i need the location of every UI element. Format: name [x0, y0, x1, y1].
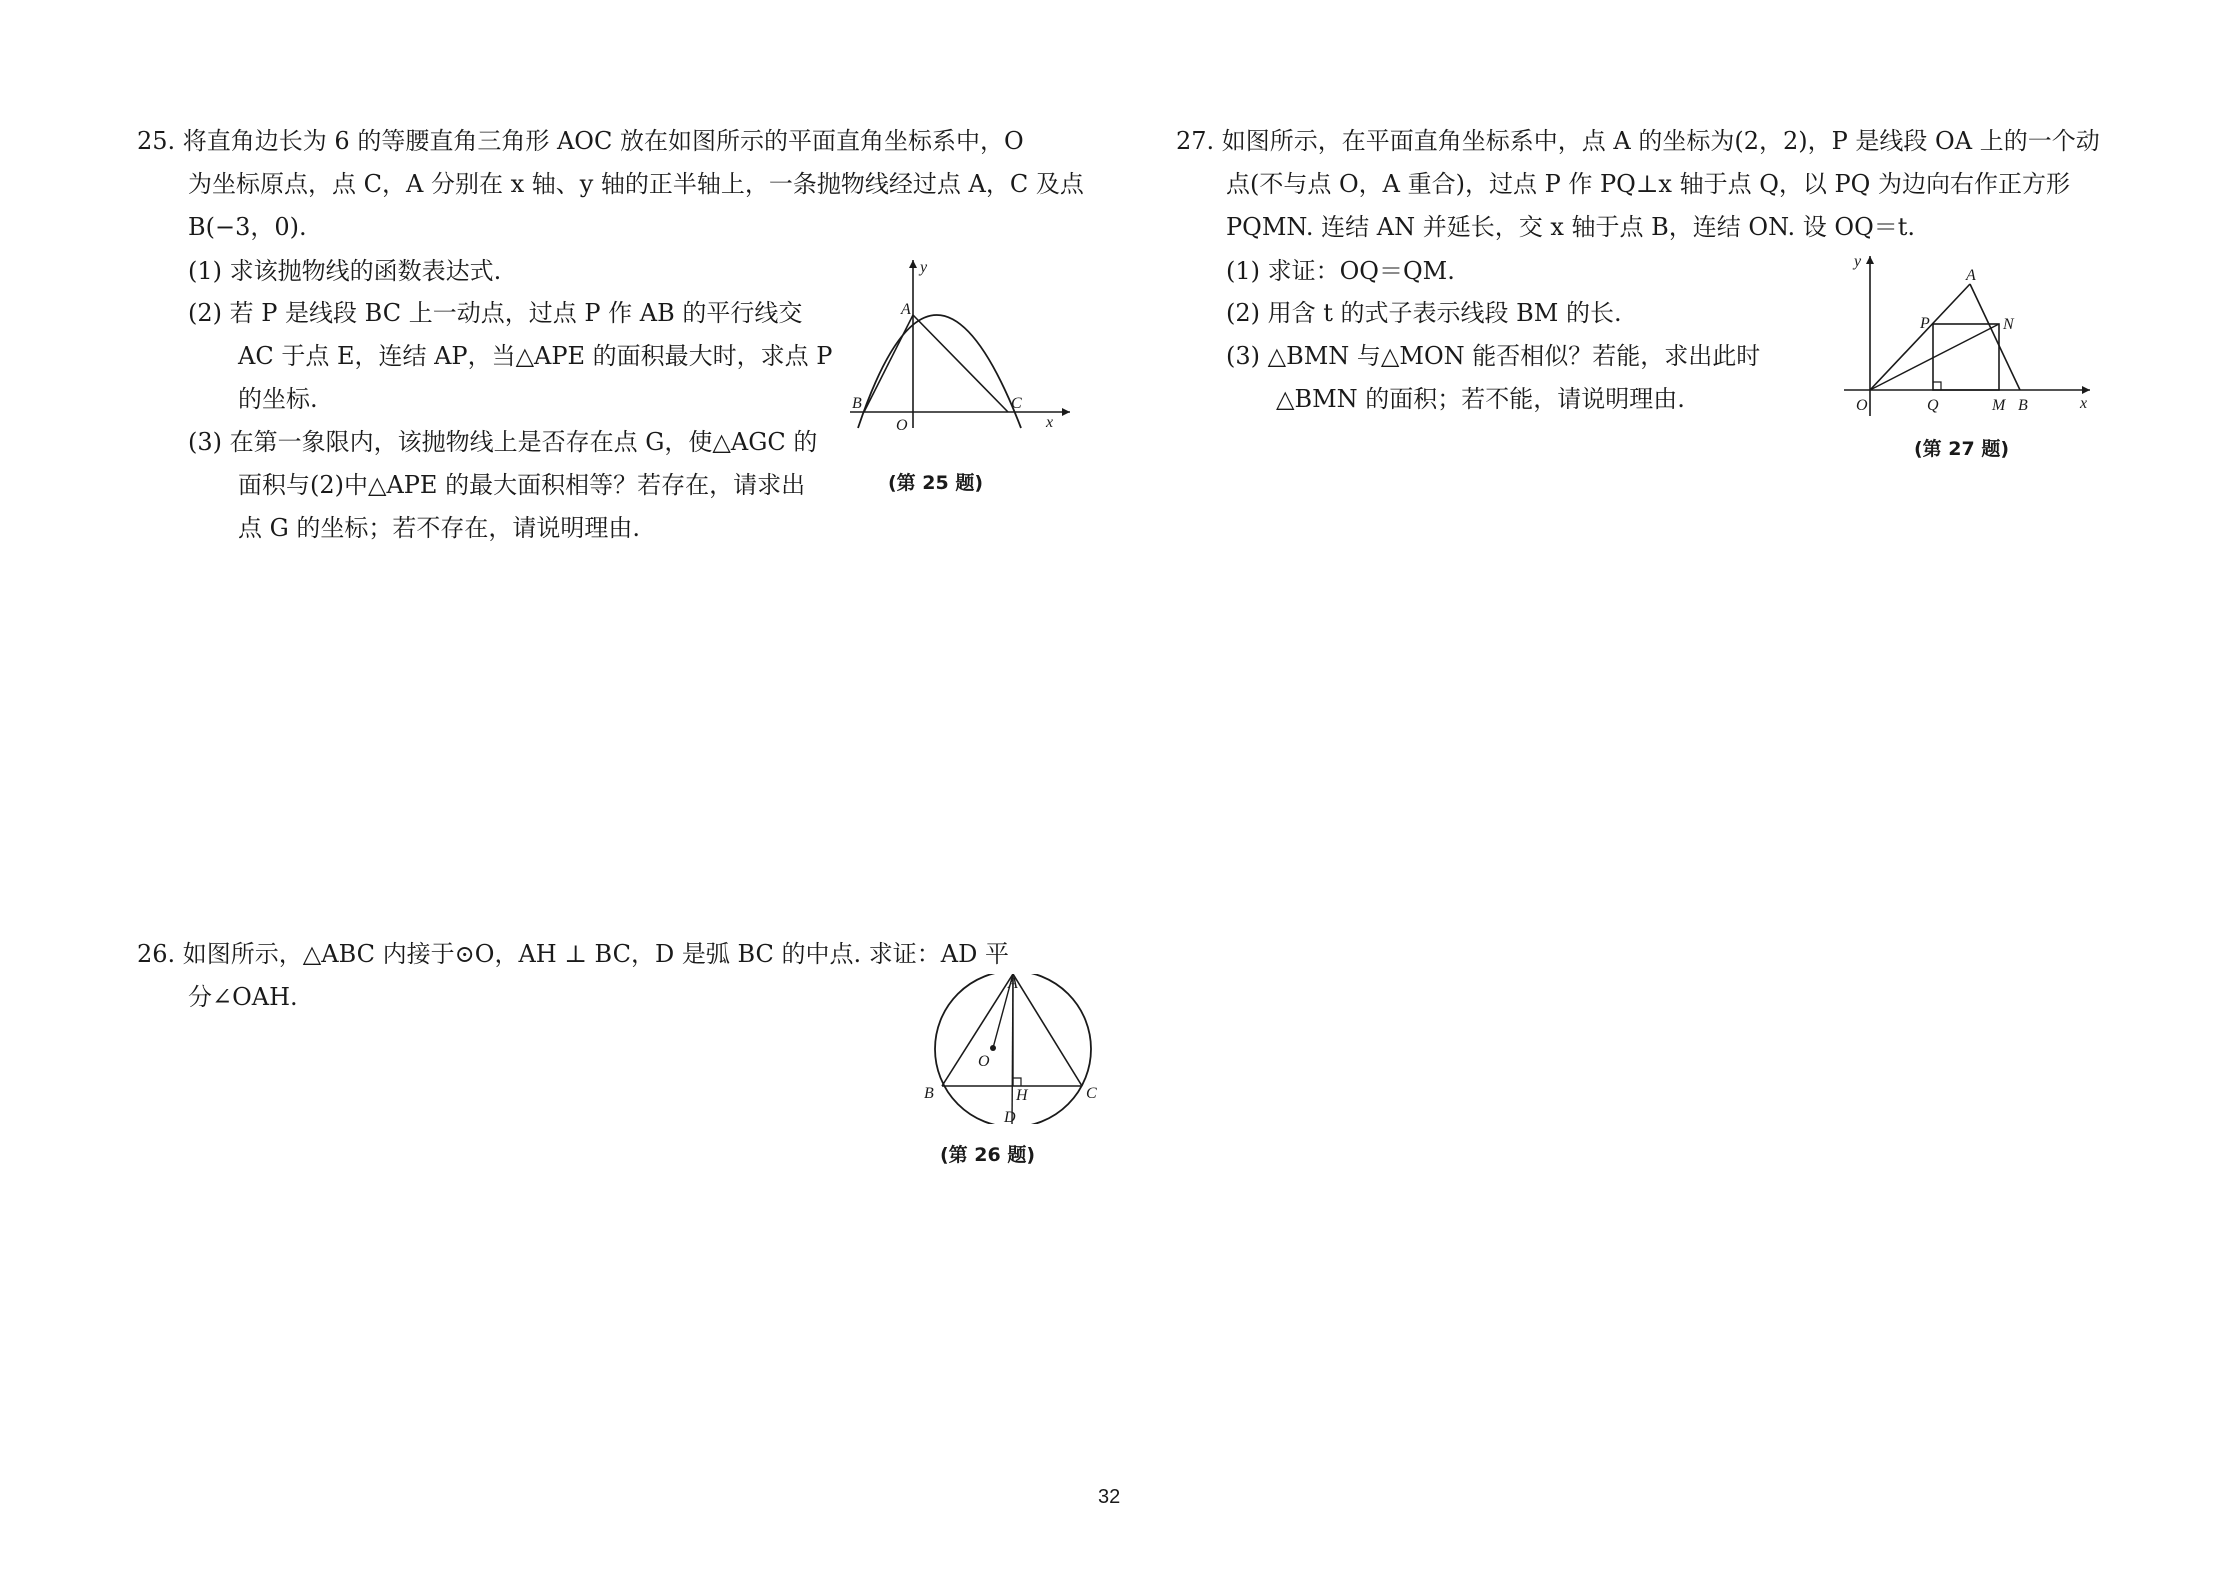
x-axis-arrow: [2082, 386, 2090, 394]
parabola: [858, 315, 1021, 428]
p26-figure: [910, 974, 1100, 1124]
label-p: P: [1920, 315, 1930, 332]
p26-line-2: 分∠OAH.: [188, 983, 298, 1011]
label-y: y: [920, 259, 928, 276]
segment-oa: [1870, 284, 1970, 390]
label-x: x: [1046, 414, 1054, 431]
p25-part-1: (1) 求该抛物线的函数表达式.: [188, 257, 502, 285]
segment-ad: [1012, 974, 1013, 1124]
p25-part-3-cont1: 面积与(2)中△APE 的最大面积相等？若存在，请求出: [238, 471, 806, 499]
segment-on: [1870, 324, 1999, 390]
square-pqmn: [1933, 324, 1999, 390]
label-x: x: [2080, 395, 2088, 412]
p27-part-2: (2) 用含 t 的式子表示线段 BM 的长.: [1226, 299, 1622, 327]
page-number: 32: [1098, 1486, 1121, 1508]
label-h: H: [1016, 1087, 1028, 1104]
center-dot: [990, 1045, 996, 1051]
label-b: B: [2018, 397, 2028, 414]
p27-line-2: 点(不与点 O，A 重合)，过点 P 作 PQ⊥x 轴于点 Q，以 PQ 为边向右作正方形: [1226, 170, 2070, 198]
segment-ab: [1970, 284, 2020, 390]
label-a: A: [901, 301, 911, 318]
p27-figure: [1840, 250, 2100, 420]
p25-line-3: B(−3，0).: [188, 213, 307, 241]
p26-line-1: 26. 如图所示，△ABC 内接于⊙O，AH ⊥ BC，D 是弧 BC 的中点. 求证：AD 平: [137, 940, 1010, 968]
p27-line-1: 27. 如图所示，在平面直角坐标系中，点 A 的坐标为(2，2)，P 是线段 OA 上的一个动: [1176, 127, 2100, 155]
right-angle-mark: [1013, 1078, 1021, 1086]
p26-caption: (第 26 题): [940, 1144, 1036, 1166]
p25-part-2-cont1: AC 于点 E，连结 AP，当△APE 的面积最大时，求点 P: [238, 342, 833, 370]
p25-caption: (第 25 题): [888, 472, 984, 494]
label-b: B: [924, 1085, 934, 1102]
x-axis-arrow: [1062, 408, 1070, 416]
y-axis-arrow: [909, 260, 917, 268]
p27-part-1: (1) 求证：OQ＝QM.: [1226, 257, 1455, 285]
segment-ac: [913, 315, 1008, 412]
label-d: D: [1004, 1109, 1016, 1124]
label-a: A: [1008, 975, 1018, 992]
p27-part-3: (3) △BMN 与△MON 能否相似？若能，求出此时: [1226, 342, 1761, 370]
p25-line-1: 25. 将直角边长为 6 的等腰直角三角形 AOC 放在如图所示的平面直角坐标系中，O: [137, 127, 1024, 155]
segment-ac: [1013, 974, 1082, 1086]
label-o: O: [978, 1053, 990, 1070]
label-q: Q: [1927, 397, 1939, 414]
p25-figure: [838, 252, 1078, 432]
p25-part-2: (2) 若 P 是线段 BC 上一动点，过点 P 作 AB 的平行线交: [188, 299, 803, 327]
label-o: O: [896, 417, 908, 432]
p27-line-3: PQMN. 连结 AN 并延长，交 x 轴于点 B，连结 ON. 设 OQ＝t.: [1226, 213, 1916, 241]
label-n: N: [2003, 316, 2014, 333]
y-axis-arrow: [1866, 256, 1874, 264]
p25-part-3-cont2: 点 G 的坐标；若不存在，请说明理由.: [238, 514, 641, 542]
label-c: C: [1086, 1085, 1097, 1102]
p27-caption: (第 27 题): [1914, 438, 2010, 460]
label-c: C: [1011, 395, 1022, 412]
p25-line-2: 为坐标原点，点 C，A 分别在 x 轴、y 轴的正半轴上，一条抛物线经过点 A，C 及点: [188, 170, 1084, 198]
label-y: y: [1854, 253, 1862, 270]
p27-part-3-cont: △BMN 的面积；若不能，请说明理由.: [1276, 385, 1685, 413]
label-b: B: [852, 395, 862, 412]
label-m: M: [1992, 397, 2006, 414]
segment-ab: [864, 315, 913, 412]
p25-part-3: (3) 在第一象限内，该抛物线上是否存在点 G，使△AGC 的: [188, 428, 818, 456]
right-angle-mark: [1933, 382, 1941, 390]
label-a: A: [1966, 267, 1976, 284]
p25-part-2-cont2: 的坐标.: [238, 385, 318, 413]
label-o: O: [1856, 397, 1868, 414]
